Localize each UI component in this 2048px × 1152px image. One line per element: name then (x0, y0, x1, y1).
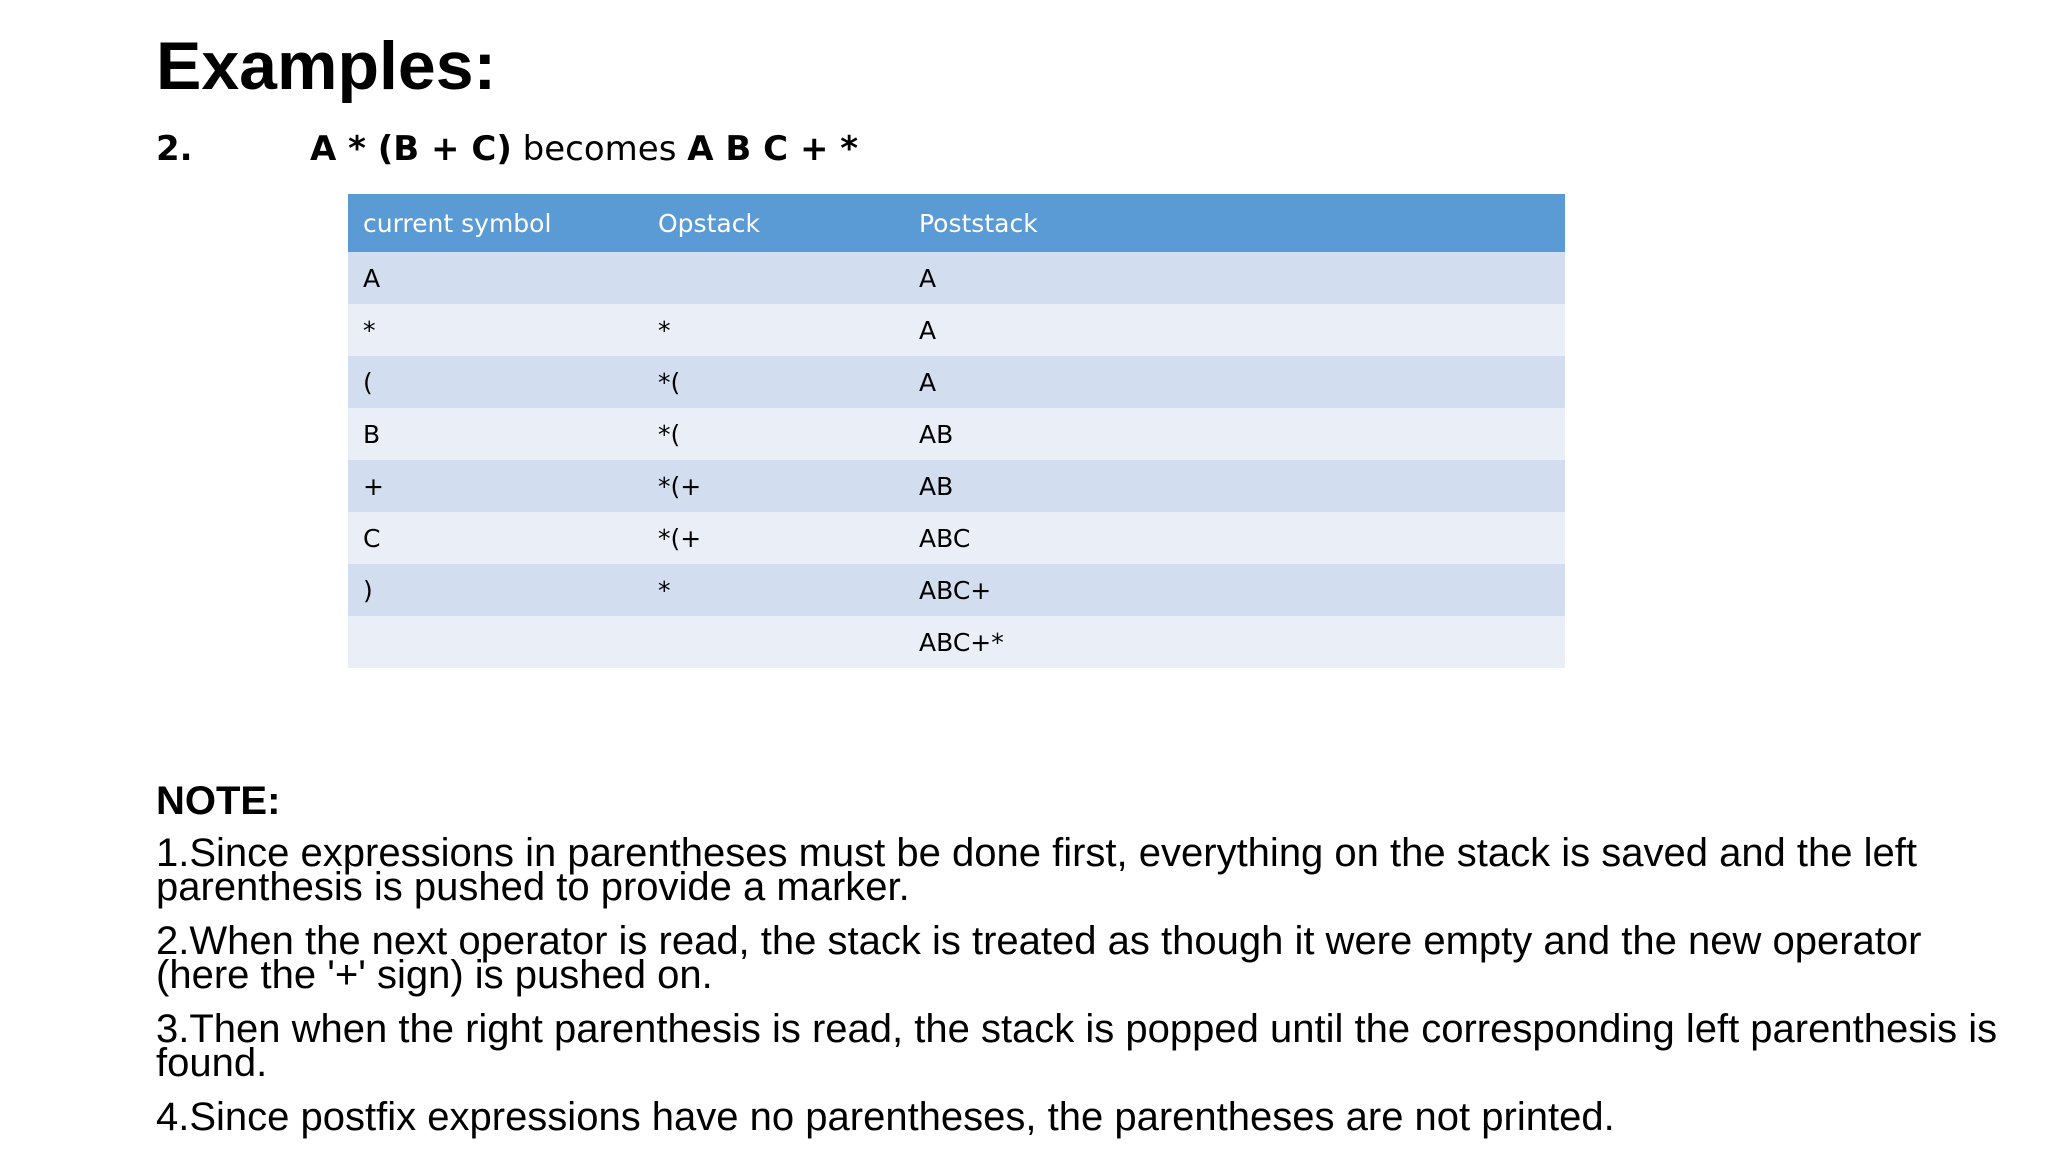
infix-expression: A * (B + C) (310, 129, 512, 169)
note-item: 1.Since expressions in parentheses must be done first, everything on the stack is saved and the left parenthesis is pushed to provide a marker. (156, 831, 1917, 909)
postfix-expression: A B C + * (687, 129, 859, 169)
table-row (348, 304, 1565, 356)
cell-current-symbol (348, 616, 643, 668)
cell-opstack: *( (643, 356, 904, 408)
header-poststack: Poststack (904, 194, 1565, 252)
note-heading: NOTE: (156, 779, 281, 823)
cell-poststack: ABC+ (904, 564, 1565, 616)
cell-poststack: AB (904, 460, 1565, 512)
cell-poststack: A (904, 304, 1565, 356)
example-number: 2. (156, 129, 193, 169)
header-opstack: Opstack (643, 194, 904, 252)
cell-current-symbol: * (348, 304, 643, 356)
table-row (348, 356, 1565, 408)
table-header-row (348, 194, 1565, 252)
cell-poststack: A (904, 356, 1565, 408)
note-item: 2.When the next operator is read, the stack is treated as though it were empty and the new operator (here the '+' sign) is pushed on. (156, 919, 1922, 997)
header-current-symbol: current symbol (348, 194, 643, 252)
becomes-text: becomes (511, 129, 688, 169)
table-row (348, 252, 1565, 304)
table-row (348, 616, 1565, 668)
cell-opstack: * (643, 564, 904, 616)
note-item: 3.Then when the right parenthesis is read, the stack is popped until the corresponding left parenthesis is found. (156, 1007, 1998, 1085)
cell-opstack: *(+ (643, 512, 904, 564)
table-row (348, 564, 1565, 616)
table-row (348, 460, 1565, 512)
cell-poststack: ABC (904, 512, 1565, 564)
cell-opstack: *(+ (643, 460, 904, 512)
table-row (348, 512, 1565, 564)
example-expression (156, 126, 858, 172)
cell-poststack: AB (904, 408, 1565, 460)
cell-opstack (643, 252, 904, 304)
cell-current-symbol: C (348, 512, 643, 564)
cell-poststack: ABC+* (904, 616, 1565, 668)
note-item: 4.Since postfix expressions have no parentheses, the parentheses are not printed. (156, 1095, 1615, 1139)
cell-opstack: *( (643, 408, 904, 460)
cell-opstack (643, 616, 904, 668)
cell-opstack: * (643, 304, 904, 356)
note-list (156, 831, 2016, 1152)
cell-current-symbol: ( (348, 356, 643, 408)
cell-current-symbol: ) (348, 564, 643, 616)
page-title: Examples: (156, 28, 497, 104)
conversion-table (348, 194, 1565, 668)
table-row (348, 408, 1565, 460)
cell-poststack: A (904, 252, 1565, 304)
cell-current-symbol: B (348, 408, 643, 460)
cell-current-symbol: A (348, 252, 643, 304)
cell-current-symbol: + (348, 460, 643, 512)
